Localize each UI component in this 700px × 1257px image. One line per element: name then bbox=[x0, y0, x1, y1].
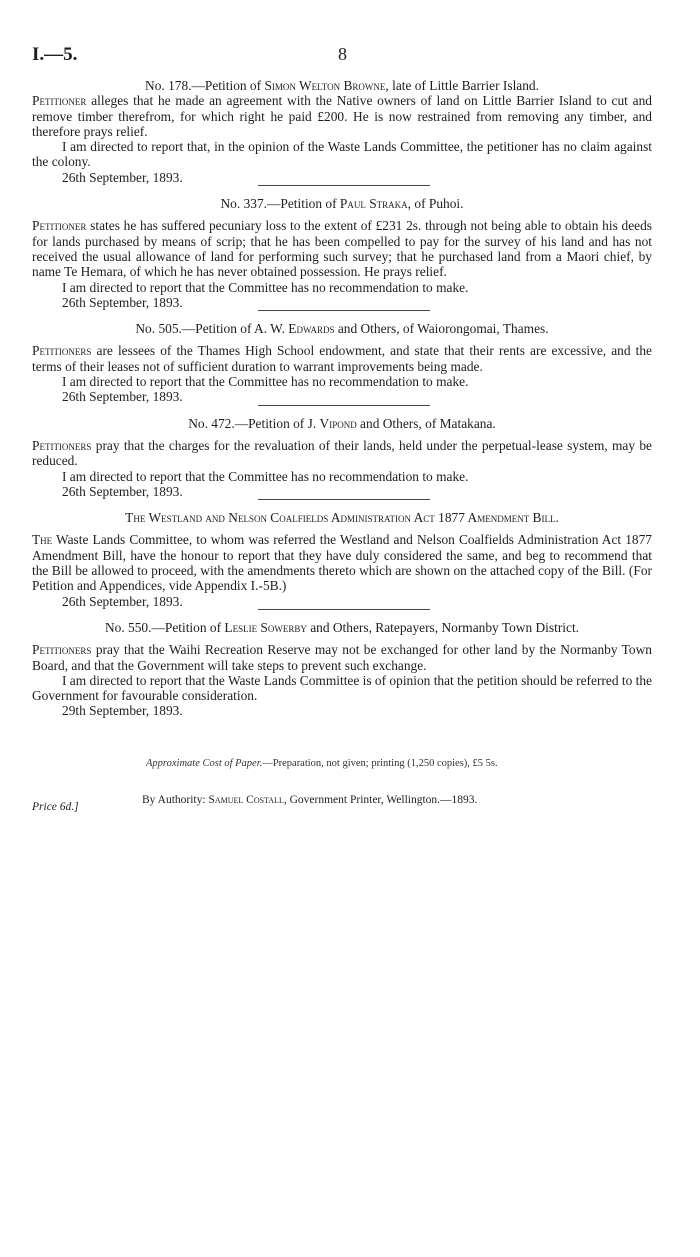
section-title: No. 178.—Petition of Simon Welton Browne, late of Little Barrier Island. bbox=[145, 78, 539, 93]
petition-text: Petitioner states he has suffered pecuniary loss to the extent of £231 2s. through not being able to obtain his deeds for lands purchased by means of scrip; that he has been compelled to pay for the survey of his land and has not received the usual allowance of land for performing such survey; that he purchased land from a Maori chief, by name Te Hemara, of which he has never obtained possession. He prays relief. bbox=[32, 218, 652, 280]
petitioner-name: Paul Straka bbox=[339, 196, 408, 212]
section-title: No. 472.—Petition of J. Vipond and Others, of Matakana. bbox=[188, 415, 496, 431]
section-title: No. 505.—Petition of A. W. Edwards and Others, of Waiorongomai, Thames. bbox=[135, 321, 549, 337]
report-text: The Waste Lands Committee, to whom was referred the Westland and Nelson Coalfields Administration Act 1877 Amendment Bill, have the honour to report that they have duly considered the same, and beg to recommend that the Bill be allowed to proceed, with the amendments thereto which are shown on the attached copy of the Bill. (For Petition and Appendices, vide Appendix I.-5B.) bbox=[32, 532, 652, 594]
report-text: I am directed to report that, in the opinion of the Waste Lands Committee, the petitioner has no claim against the colony. bbox=[32, 139, 652, 170]
report-text: I am directed to report that the Committee has no recommendation to make. bbox=[62, 374, 469, 390]
petition-text: Petitioners are lessees of the Thames High School endowment, and state that their rents are excessive, and the terms of their leases not of sufficient duration to warrant improvements being made. bbox=[32, 343, 652, 374]
section-petition-505 bbox=[32, 321, 652, 404]
section-petition-550 bbox=[32, 620, 652, 719]
petitioner-name: Edwards bbox=[288, 321, 335, 337]
petition-text: Petitioner alleges that he made an agreement with the Native owners of land on Little Barrier Island to cut and remove timber therefrom, for which right he paid £200. He is now restrained from removing any timber, and therefore prays relief. bbox=[32, 93, 652, 139]
section-coalfields-bill bbox=[32, 510, 652, 609]
section-title: The Westland and Nelson Coalfields Administration Act 1877 Amendment Bill. bbox=[125, 510, 559, 526]
petition-text: Petitioners pray that the charges for the revaluation of their lands, held under the perpetual-lease system, may be reduced. bbox=[32, 437, 652, 469]
report-date: 26th September, 1893. bbox=[62, 294, 183, 310]
petitioner-name: Vipond bbox=[319, 415, 357, 431]
report-date: 29th September, 1893. bbox=[62, 703, 183, 719]
section-title: No. 337.—Petition of Paul Straka, of Puhoi. bbox=[220, 196, 464, 212]
report-date: 26th September, 1893. bbox=[62, 169, 183, 185]
petition-text: Petitioners pray that the Waihi Recreation Reserve may not be exchanged for other land by the Normanby Town Board, and that the Government will take steps to prevent such exchange. bbox=[32, 642, 652, 673]
section-petition-178 bbox=[32, 78, 652, 185]
report-text: I am directed to report that the Committee has no recommendation to make. bbox=[62, 279, 469, 295]
page-number: 8 bbox=[338, 44, 347, 64]
cost-note: Approximate Cost of Paper.—Preparation, not given; printing (1,250 copies), £5 5s. bbox=[146, 758, 498, 769]
petitioner-name: Simon Welton Browne bbox=[264, 78, 386, 93]
printer-imprint: By Authority: Samuel Costall, Government Printer, Wellington.—1893. bbox=[142, 794, 478, 806]
report-date: 26th September, 1893. bbox=[62, 483, 183, 499]
section-petition-337 bbox=[32, 196, 652, 310]
price-label: Price 6d.] bbox=[32, 801, 79, 813]
page-header bbox=[32, 44, 670, 68]
petitioner-name: Leslie Sowerby bbox=[224, 619, 307, 635]
document-body bbox=[32, 78, 652, 719]
section-title: No. 550.—Petition of Leslie Sowerby and Others, Ratepayers, Normanby Town District. bbox=[104, 619, 580, 635]
section-petition-472 bbox=[32, 416, 652, 499]
report-date: 26th September, 1893. bbox=[62, 593, 183, 609]
paper-code: I.—5. bbox=[32, 44, 78, 65]
report-text: I am directed to report that the Committee has no recommendation to make. bbox=[62, 468, 469, 484]
report-text: I am directed to report that the Waste Lands Committee is of opinion that the petition should be referred to the Government for favourable consideration. bbox=[32, 672, 652, 704]
report-date: 26th September, 1893. bbox=[62, 389, 183, 405]
